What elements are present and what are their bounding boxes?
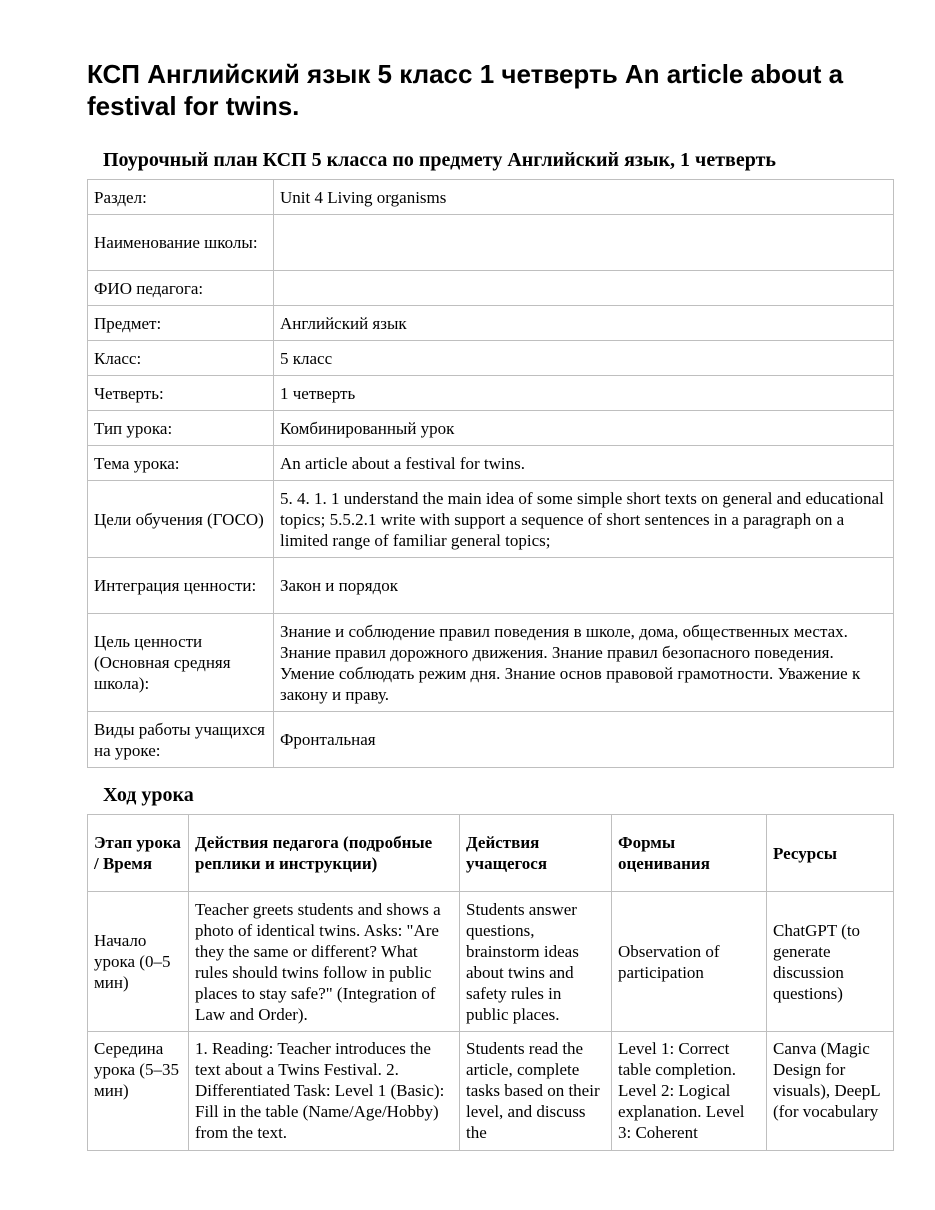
info-value: Фронтальная	[274, 712, 894, 768]
info-value	[274, 215, 894, 271]
info-value: 5 класс	[274, 341, 894, 376]
info-row-lesson-type	[88, 411, 894, 446]
info-label: Раздел:	[88, 180, 274, 215]
info-row-quarter	[88, 376, 894, 411]
info-row-grade	[88, 341, 894, 376]
assessment-cell: Level 1: Correct table completion. Level 2: Logical explanation. Level 3: Coherent	[618, 1039, 745, 1142]
info-value: Комбинированный урок	[274, 411, 894, 446]
info-value: 1 четверть	[274, 376, 894, 411]
info-label: Цель ценности (Основная средняя школа):	[88, 614, 274, 712]
info-row-topic	[88, 446, 894, 481]
progress-header-row	[88, 815, 894, 892]
student-actions-cell: Students read the article, complete tasks based on their level, and discuss the	[466, 1039, 600, 1142]
info-label: Предмет:	[88, 306, 274, 341]
resources-cell: Canva (Magic Design for visuals), DeepL (for vocabulary	[773, 1039, 881, 1121]
header-student-actions: Действия учащегося	[460, 815, 612, 892]
header-stage: Этап урока / Время	[88, 815, 189, 892]
info-row-value-goal	[88, 614, 894, 712]
info-label: Класс:	[88, 341, 274, 376]
student-actions-cell: Students answer questions, brainstorm ideas about twins and safety rules in public places.	[460, 892, 612, 1032]
teacher-actions-cell: 1. Reading: Teacher introduces the text about a Twins Festival. 2. Differentiated Task: Level 1 (Basic): Fill in the table (Name/Age/Hobby) from the text.	[195, 1039, 445, 1142]
stage-cell: Начало урока (0–5 мин)	[88, 892, 189, 1032]
info-label: Тема урока:	[88, 446, 274, 481]
info-label: ФИО педагога:	[88, 271, 274, 306]
resources-cell: ChatGPT (to generate discussion questions)	[767, 892, 894, 1032]
info-value: Unit 4 Living organisms	[274, 180, 894, 215]
info-value: Английский язык	[274, 306, 894, 341]
document-title: КСП Английский язык 5 класс 1 четверть An article about a festival for twins.	[87, 59, 844, 121]
header-resources: Ресурсы	[767, 815, 894, 892]
info-value: Закон и порядок	[274, 558, 894, 614]
header-assessment: Формы оценивания	[612, 815, 767, 892]
plan-heading: Поурочный план КСП 5 класса по предмету Английский язык, 1 четверть	[103, 149, 776, 171]
info-value: Знание и соблюдение правил поведения в школе, дома, общественных местах. Знание правил дорожного движения. Знание правил безопасного поведения. Умение соблюдать режим дня. Знание основ правовой грамотности. Уважение к закону и праву.	[274, 614, 894, 712]
stage-cell: Середина урока (5–35 мин)	[94, 1039, 179, 1100]
info-label: Наименование школы:	[88, 215, 274, 271]
lesson-info-table	[87, 179, 894, 768]
info-value	[274, 271, 894, 306]
progress-heading: Ход урока	[103, 784, 194, 806]
progress-row-start	[88, 892, 894, 1032]
info-row-objectives	[88, 481, 894, 558]
info-label: Цели обучения (ГОСО)	[88, 481, 274, 558]
info-value: 5. 4. 1. 1 understand the main idea of some simple short texts on general and educational topics; 5.5.2.1 write with support a sequence of short sentences in a paragraph on a limited range of familiar general topics;	[274, 481, 894, 558]
info-label: Виды работы учащихся на уроке:	[88, 712, 274, 768]
info-label: Тип урока:	[88, 411, 274, 446]
info-label: Четверть:	[88, 376, 274, 411]
lesson-progress-table	[87, 814, 894, 1151]
progress-row-middle	[88, 1032, 894, 1151]
info-row-teacher	[88, 271, 894, 306]
info-row-work-types	[88, 712, 894, 768]
info-row-section	[88, 180, 894, 215]
info-row-subject	[88, 306, 894, 341]
info-row-school	[88, 215, 894, 271]
teacher-actions-cell: Teacher greets students and shows a photo of identical twins. Asks: "Are they the same or different? What rules should twins follow in public places to stay safe?" (Integration of Law and Order).	[189, 892, 460, 1032]
info-label: Интеграция ценности:	[88, 558, 274, 614]
info-value: An article about a festival for twins.	[274, 446, 894, 481]
header-teacher-actions: Действия педагога (подробные реплики и инструкции)	[189, 815, 460, 892]
assessment-cell: Observation of participation	[612, 892, 767, 1032]
info-row-value-integration	[88, 558, 894, 614]
